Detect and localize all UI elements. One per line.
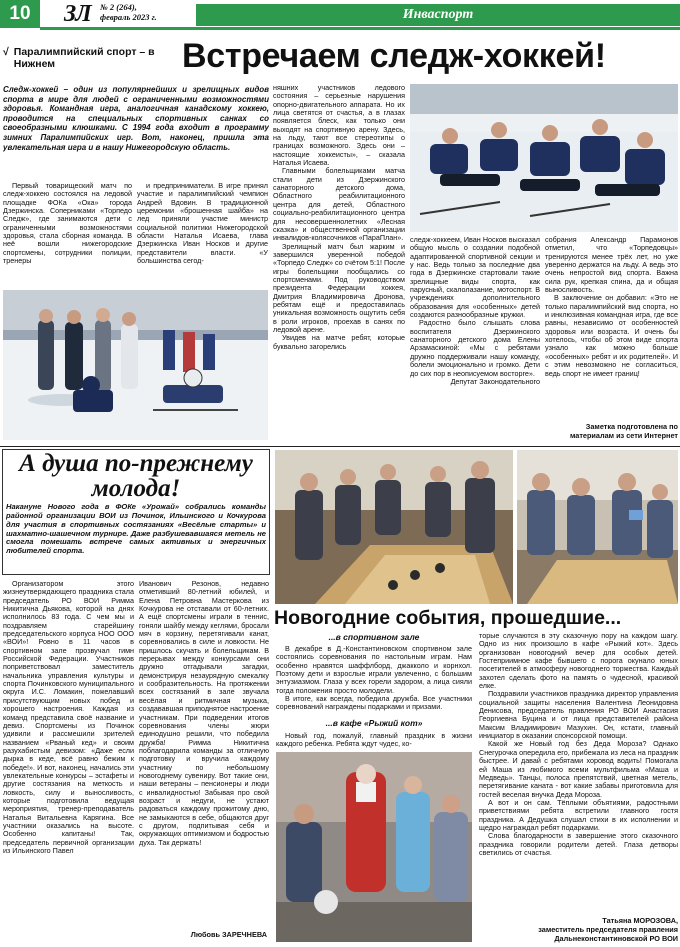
paragraph: Зрелищный матч был жарким и завершился уверенной победой «Торпедо Следж» со счётом 5:1! После игры болельщики пообщались со спортсменами. Под руководством президента Федерации хоккея, Дмитрия Владимировича Дронова, ребятам ещё и предоставилась уникальная возможность ощутить себя в роли игроков, проехав в санях по ледовой арене.: [273, 241, 405, 334]
article-column: [3, 182, 132, 288]
paragraph: торые случаются в эту сказочную пору на каждом шагу. Одно из них произошло в кафе «Рыжий кот». Здесь организован новогодний вечер для особых детей. Гостеприимное кафе бывшего с порога окунало юных посетителей в атмосферу новогоднего торжества. Каждый захотел сделать фото на память о чудесной, красивой елке.: [479, 632, 678, 691]
headline: Встречаем следж-хоккей!: [182, 37, 606, 75]
photo-sledge-hockey-team: [410, 84, 678, 232]
photo-new-year-party: [276, 752, 472, 942]
kicker: [3, 46, 181, 70]
issue-date: февраль 2023 г.: [100, 11, 157, 22]
paragraph: Организатором этого жизнеутверждающего праздника стала председатель РО ВОИ Римма Никитична Дьякова, которой на днях исполнилось 83 года. С чем мы и поздравляем старейшину председательского корпуса НОО ООО «ВОИ»! Ровно в 11 часов в спортивном зале прозвучал гимн Российской Федерации. Участников поприветствовал заместитель начальника управления культуры и спорта Починковского муниципального округа И.С. Ломакин, пожелавший присутствующим новых побед и хорошего настроения. Каждая из команд представила своё название и девиз. Спортсмены из Починок удивили и рассмешили зрителей названием «Рваный кед» и своим разухабистым девизом: «Даже если дырка в кеде, всё равно бежим к победе!». И вот, наконец, начались эти увлекательные конкурсы – эстафеты и другие состязания на меткость и ловкость, силу и выносливость, которые подготовила ведущая мероприятия, тренер-преподаватель Наталья Витальевна Карягина. Все участники оказались на высоте. Особенно капитаны! Так, председатель первичной организации из Ильинского Павел: [3, 580, 134, 855]
paragraph: В заключение он добавил: «Это не только паралимпийский вид спорта, но и инклюзивная командная игра, где все равны, независимо от особенностей здоровья или возраста. И очень бы хотелось, чтобы об этом виде спорта узнало как можно больше «особенных» ребят и их родителей». И с этим невозможно не согласиться, ведь спорт не имеет границ!: [545, 293, 678, 378]
issue-number: № 2 (264),: [100, 2, 137, 12]
photo-table-game: [517, 450, 678, 604]
article2-title: [4, 451, 268, 501]
paragraph: Первый товарищеский матч по следж-хоккею состоялся на ледовой площадке ФОКа «Ока» города Дзержинска. Соперниками «Торпедо Следж», где занимаются дети с ограниченными возможностями здоровья, стала сборная команда. В неё вошли нижегородские спортсмены, сотрудники полиции, тренеры: [3, 182, 132, 266]
photo-shuffleboard-game: [275, 450, 513, 604]
paragraph: В декабре в Д.-Константиновском спортивном зале состоялись соревнования по настольным играм. Нам особенно нравятся шаффлборд, джакколо и корнхол. Поэтому дети и взрослые играли увлеченно, с большим энтузиазмом. Глаза у всех горели задором, а лица сияли тогда положения просто молодели.: [276, 645, 472, 695]
paragraph: Главными болельщиками матча стали дети из Дзержинского санаторного детского дома, Областного реабилитационного центра для детей, Областного социально-реабилитационного центра для несовершеннолетних «Лесная сказка» и общественной организации инвалидов-колясочников «ПараПлан».: [273, 166, 405, 243]
photo-sledge-hockey-ceremony: [3, 290, 268, 440]
source-note: Заметка подготовлена по материалам из сети Интернет: [569, 422, 678, 440]
paragraph: Поздравили участников праздника директор управления социальной защиты населения Валентина Леонидовна Денисова, председатель правления РО ВОИ Анастасия Георгиевна Буцина и от лица представителей района Максим Владимирович Мазухин. Он, кстати, главный инициатор в оказании спонсорской помощи.: [479, 689, 678, 741]
paragraph: Новый год, пожалуй, главный праздник в жизни каждого ребенка. Ребята ждут чудес, ко-: [276, 732, 472, 749]
paragraph: Депутат Законодательного: [450, 376, 540, 386]
lead-paragraph: Накануне Нового года в ФОКе «Урожай» собрались команды районной организации ВОИ из Починок, Ильинского и Кочкурова для участия в спортивных состязаниях «Весёлые старты» и шахматно-шашечном турнире. Даже разбушевавшаяся метель не смогла помешать встрече самых активных и энергичных любителей спорта.: [6, 503, 266, 556]
author: Любовь ЗАРЕЧНЕВА: [190, 930, 267, 939]
paragraph: Какой же Новый год без Деда Мороза? Однако Снегурочка опередила его, прибежала из леса на праздник быстрее. И давай с ребятами хоровод водить! Помогала ей Маша из любимого всеми мультфильма «Маша и Медведь». Танцы, полоса препятствий, цветная метель, перетягивание каната - вот какие забавы приготовила для гостей веселая внучка Деда Мороза.: [479, 739, 678, 799]
paragraph: Радостно было слышать слова воспитателя Дзержинского санаторного детского дома Елены Арзамаскиной: «Мы с ребятами дружно поддерживали нашу команду, болели эмоционально и громко. Дети до сих пор в неописуемом восторге».: [410, 318, 540, 378]
page-number: 10: [0, 0, 40, 28]
article-column: [276, 645, 472, 713]
subheading: ...в кафе «Рыжий кот»: [325, 718, 423, 728]
paragraph: и предприниматели. В игре принял участие и паралимпийский чемпион Андрей Вдовин. В традиционной церемонии «брошенная шайба» на лед приняли участие министр социальной политики Нижегородской области Наталья Исаева, глава Дзержинска Иван Носков и другие представители власти. «У большинства сегод-: [137, 182, 268, 266]
rubric-title: Инваспорт: [196, 4, 680, 26]
article-column: [137, 182, 268, 288]
paragraph: няшних участников ледового состояния – серьезные нарушения опорно-двигательного аппарата. Но их лица светятся от счастья, а в глазах появляется блеск, как только они выходят на спортивную арену. Здесь, на льду, тают все стереотипы о границах возможного. Здесь они – настоящие хоккеисты», – сказала Наталья Исаева.: [273, 84, 405, 168]
article3-title: Новогодние события, прошедшие...: [274, 607, 622, 629]
article-column: [276, 732, 472, 750]
article-column: [479, 632, 678, 916]
article-column: [410, 236, 540, 444]
check-mark-icon: √: [3, 46, 9, 58]
author-block: [479, 916, 678, 943]
author-name: Татьяна МОРОЗОВА,: [602, 916, 678, 925]
article-column: [139, 580, 269, 933]
title-line: молода!: [91, 475, 181, 502]
author-organization: Дальнеконстантиновской РО ВОИ: [554, 934, 678, 943]
kicker-text: Паралимпийский спорт – в Нижнем: [13, 46, 155, 70]
title-line: А душа по-прежнему: [19, 450, 253, 477]
paragraph: Слова благодарности в завершение этого сказочного праздника говорили родители детей. Глаза детворы светились от счастья.: [479, 831, 678, 857]
author-position: заместитель председателя правления: [538, 925, 678, 934]
issue-info: [100, 3, 157, 22]
paragraph: В итоге, как всегда, победила дружба. Все участники соревнований награждены подарками и призами.: [276, 694, 472, 712]
header-rule: [40, 27, 680, 30]
paragraph: А вот и он сам. Тёплыми объятиями, радостными приветствиями ребята встретили главного гостя праздника. А Дедушка слушал стихи в их исполнении и щедро награждал ребят подарками.: [479, 797, 678, 832]
article-column: [273, 84, 405, 444]
newspaper-logo: ЗЛ: [64, 1, 91, 27]
paragraph: собрания Александр Парамонов отметил, что «Торпедовцы» тренируются менее трёх лет, но уже уверенно держатся на льду. А ведь это очень непростой вид спорта. Важна сила рук, крепкая спина, да и общая выносливость.: [545, 236, 678, 295]
subheading: ...в спортивном зале: [328, 632, 420, 642]
paragraph: следж-хоккеем, Иван Носков высказал общую мысль о создании подобной адаптированной спортивной секции и у нас. Ведь только за последние два года в Дзержинске стартовали такие зрелищные виды спорта, как парусный, скалолазание, мотоспорт. В учреждениях дополнительного образования для «особенных» детей создаются разнообразные кружки.: [410, 236, 540, 320]
article-column: [3, 580, 134, 940]
paragraph: Увидев на матче ребят, которые буквально загорелись: [273, 333, 405, 351]
lead-paragraph: Следж-хоккей – один из популярнейших и зрелищных видов спорта в мире для людей с ограниченными возможностями здоровья. Командная игра, аналогичная канадскому хоккею, проводится на специальных спортивных санках со своеобразными клюшками. С 1994 года входит в программу зимних Паралимпийских игр. Вот, наконец, пришла эта увлекательная игра и в нашу Нижегородскую область.: [3, 85, 269, 152]
article-column: [545, 236, 678, 422]
section-divider: [0, 446, 680, 447]
paragraph: Иванович Резонов, недавно отметивший 80-летний юбилей, и Елена Петровна Мастеркова из Кочкурова не отставали от 60-летних. А ещё спортсмены играли в теннис, гоняли шайбу между кеглями, бросали мяч в корзину, перетягивали канат, соревновались в силе и ловкости. Не пришлось скучать и болельщикам. В перерывах между конкурсами они дружно отгадывали загадки, демонстрируя незаурядную смекалку и сообразительность. На протяжении всех состязаний в зале звучала весёлая и ритмичная музыка, создававшая приподнятое настроение участникам. При подведении итогов соревнования члены жюри единодушно решили, что победила дружба! Римма Никитична поблагодарила команды за отличную подготовку и вручила каждому участнику по небольшому новогоднему сувениру. Вот такие они, наши ветераны – пенсионеры и люди с инвалидностью! Забывая про свой возраст и недуги, не устают радоваться каждому прожитому дню, не замыкаются в себе, общаются друг с другом, подпитывая себя и окружающих оптимизмом и бодростью духа. Так держать!: [139, 580, 269, 847]
